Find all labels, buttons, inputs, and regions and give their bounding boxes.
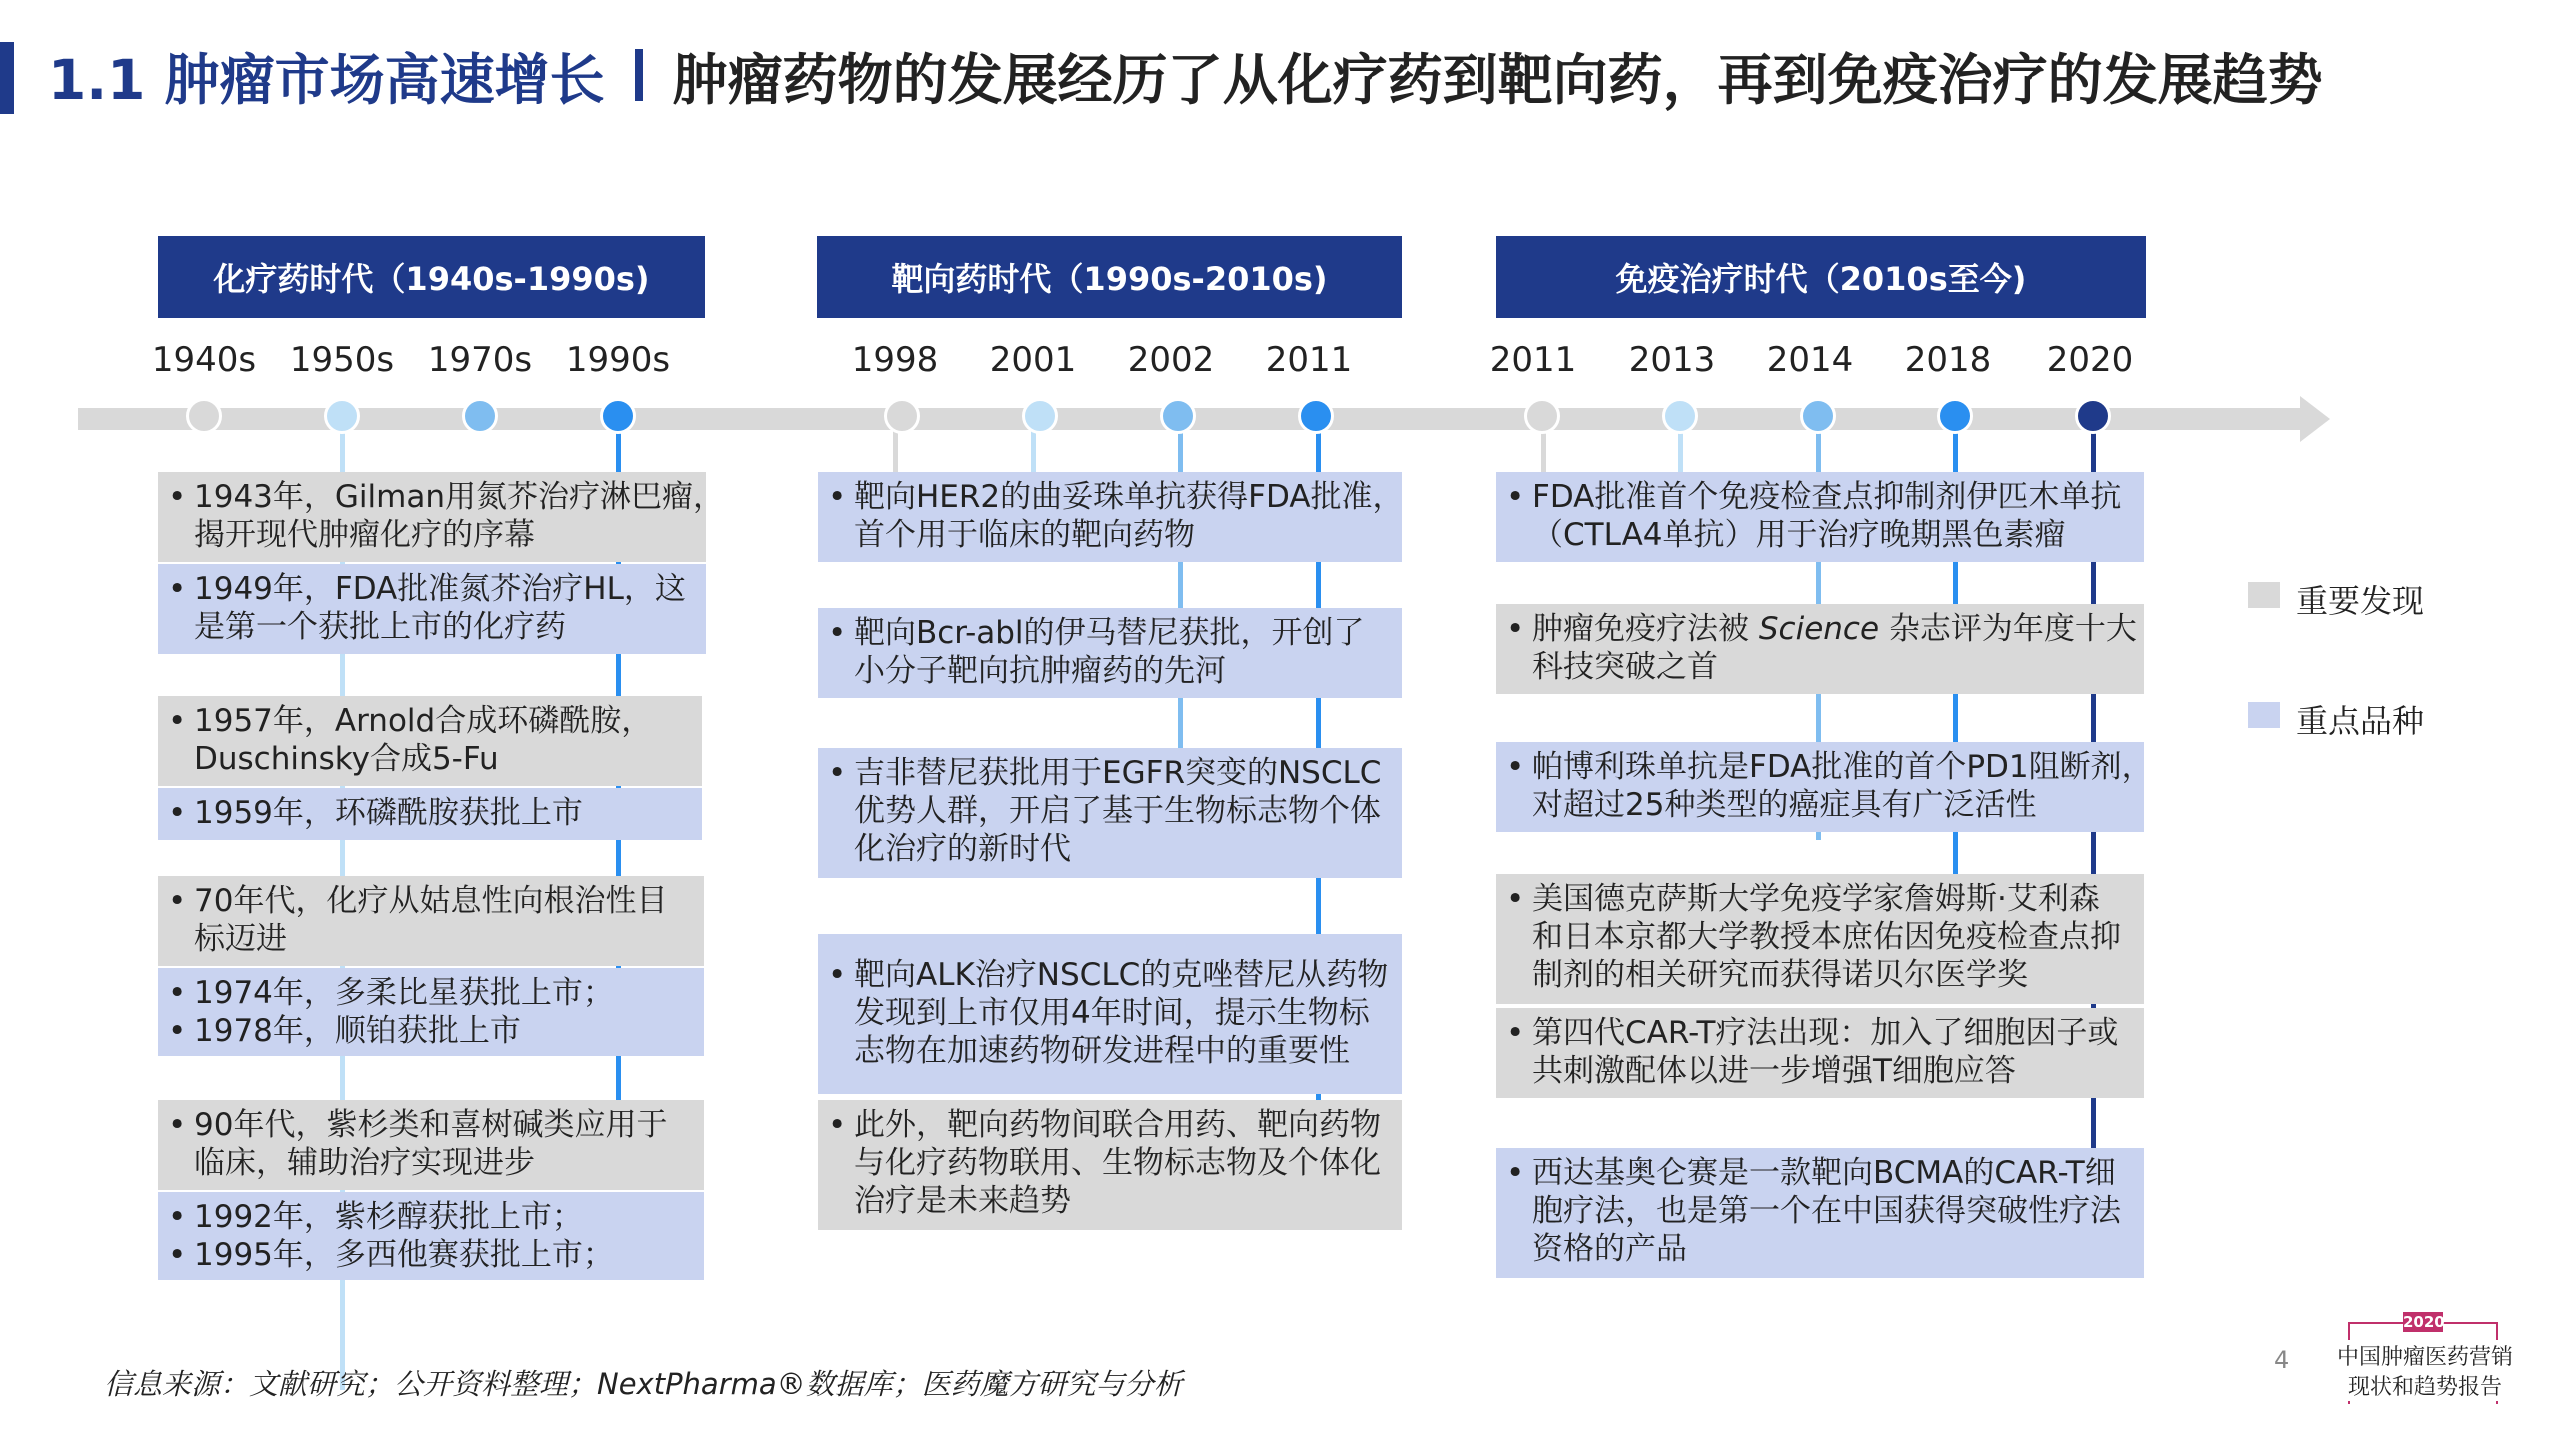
event-text <box>1532 610 2137 648</box>
timeline-dot <box>1662 398 1698 434</box>
event-text: • 1974年，多柔比星获批上市； <box>194 974 692 1012</box>
event-box-important <box>818 1100 1402 1230</box>
event-text: • 西达基奥仑赛是一款靶向BCMA的CAR-T细 <box>1532 1154 2132 1192</box>
timeline-dot <box>462 398 498 434</box>
event-text: 优势人群，开启了基于生物标志物个体 <box>854 793 1381 829</box>
year-label: 1990s <box>565 340 671 380</box>
event-box-key <box>818 934 1402 1094</box>
event-box-key <box>1496 472 2144 562</box>
event-text: 发现到上市仅用4年时间，提示生物标 <box>854 995 1370 1031</box>
event-box-key <box>158 1192 704 1280</box>
year-label: 2018 <box>1904 340 1992 380</box>
year-label: 1970s <box>427 340 533 380</box>
year-label: 2001 <box>989 340 1077 380</box>
event-box-important <box>158 472 724 562</box>
event-text: 科技突破之首 <box>1532 649 1718 685</box>
event-text: • 1992年，紫杉醇获批上市； <box>194 1198 692 1236</box>
era-header-chemo: 化疗药时代（1940s-1990s) <box>158 236 705 318</box>
timeline-arrow-icon <box>2300 396 2330 442</box>
legend-swatch-key <box>2248 702 2280 728</box>
event-text: • 吉非替尼获批用于EGFR突变的NSCLC <box>854 754 1390 792</box>
event-box-important <box>1496 604 2144 694</box>
timeline-dot <box>324 398 360 434</box>
report-logo <box>2330 1312 2520 1408</box>
event-text: 制剂的相关研究而获得诺贝尔医学奖 <box>1532 957 2028 993</box>
year-label: 2013 <box>1628 340 1716 380</box>
event-text: • 靶向Bcr-abl的伊马替尼获批，开创了 <box>854 614 1390 652</box>
year-label: 2011 <box>1265 340 1353 380</box>
timeline-dot <box>1160 398 1196 434</box>
era-header-immuno: 免疫治疗时代（2010s至今) <box>1496 236 2146 318</box>
year-label: 1998 <box>851 340 939 380</box>
year-label: 2002 <box>1127 340 1215 380</box>
event-text: • 1943年，Gilman用氮芥治疗淋巴瘤， <box>194 478 694 516</box>
legend-swatch-important <box>2248 582 2280 608</box>
event-text: • 美国德克萨斯大学免疫学家詹姆斯·艾利森 <box>1532 880 2132 918</box>
event-text-part: 杂志评为年度十大 <box>1879 611 2137 647</box>
event-text: （CTLA4单抗）用于治疗晚期黑色素瘤 <box>1532 517 2066 553</box>
event-box-key <box>818 748 1402 878</box>
timeline-dot <box>1800 398 1836 434</box>
timeline-dot <box>186 398 222 434</box>
event-text-part: 肿瘤免疫疗法被 <box>1532 611 1759 647</box>
event-text: Duschinsky合成5-Fu <box>194 741 499 777</box>
event-text: • 1949年，FDA批准氮芥治疗HL，这 <box>194 570 694 608</box>
event-text: 志物在加速药物研发进程中的重要性 <box>854 1033 1350 1069</box>
event-box-important <box>158 1100 704 1190</box>
event-text: 临床，辅助治疗实现进步 <box>194 1145 535 1181</box>
year-label: 2020 <box>2046 340 2134 380</box>
event-box-key <box>1496 1148 2144 1278</box>
event-box-important <box>158 876 704 966</box>
legend-label-key: 重点品种 <box>2296 702 2425 740</box>
era-header-targeted: 靶向药时代（1990s-2010s) <box>817 236 1402 318</box>
year-label: 1940s <box>151 340 257 380</box>
event-text: • 帕博利珠单抗是FDA批准的首个PD1阻断剂， <box>1532 748 2132 786</box>
event-text: 揭开现代肿瘤化疗的序幕 <box>194 517 535 553</box>
event-text: • 此外，靶向药物间联合用药、靶向药物 <box>854 1106 1390 1144</box>
event-box-key <box>1496 742 2153 832</box>
event-text: • 1957年，Arnold合成环磷酰胺， <box>194 702 690 740</box>
title-accent-bar <box>0 42 14 114</box>
event-text: • 第四代CAR-T疗法出现：加入了细胞因子或 <box>1532 1014 2132 1052</box>
event-box-important <box>1496 1008 2144 1098</box>
page-number: 4 <box>2274 1346 2290 1374</box>
event-text: 胞疗法，也是第一个在中国获得突破性疗法 <box>1532 1193 2121 1229</box>
year-label: 2014 <box>1766 340 1854 380</box>
year-label: 1950s <box>289 340 395 380</box>
event-text: • 90年代，紫杉类和喜树碱类应用于 <box>194 1106 692 1144</box>
logo-year: 2020 <box>2403 1313 2445 1331</box>
event-box-key <box>818 472 1402 562</box>
logo-line-2: 现状和趋势报告 <box>2330 1370 2520 1401</box>
timeline-dot <box>1524 398 1560 434</box>
event-text: 治疗是未来趋势 <box>854 1183 1071 1219</box>
event-box-key <box>818 608 1402 698</box>
event-text: 小分子靶向抗肿瘤药的先河 <box>854 653 1226 689</box>
timeline-dot <box>1298 398 1334 434</box>
event-text: 化治疗的新时代 <box>854 831 1071 867</box>
event-text: 首个用于临床的靶向药物 <box>854 517 1195 553</box>
timeline-dot <box>884 398 920 434</box>
event-text: 是第一个获批上市的化疗药 <box>194 609 566 645</box>
event-text: 对超过25种类型的癌症具有广泛活性 <box>1532 787 2037 823</box>
page-title-sub: 肿瘤药物的发展经历了从化疗药到靶向药，再到免疫治疗的发展趋势 <box>672 47 2323 112</box>
event-box-important <box>1496 874 2144 1004</box>
event-text: • 1959年，环磷酰胺获批上市 <box>194 794 690 832</box>
event-text: 标迈进 <box>194 921 287 957</box>
event-box-key <box>158 788 702 840</box>
page-title <box>48 30 2323 120</box>
event-text: 资格的产品 <box>1532 1231 1687 1267</box>
event-text: 与化疗药物联用、生物标志物及个体化 <box>854 1145 1381 1181</box>
event-text: 和日本京都大学教授本庶佑因免疫检查点抑 <box>1532 919 2121 955</box>
timeline-dot <box>600 398 636 434</box>
event-box-key <box>158 564 706 654</box>
logo-line-1: 中国肿瘤医药营销 <box>2330 1340 2520 1371</box>
source-note: 信息来源：文献研究；公开资料整理；NextPharma®数据库；医药魔方研究与分析 <box>104 1367 1183 1401</box>
timeline-dot <box>1022 398 1058 434</box>
legend-label-important: 重要发现 <box>2296 582 2425 620</box>
event-text: • FDA批准首个免疫检查点抑制剂伊匹木单抗 <box>1532 478 2132 516</box>
page-title-main: 1.1 肿瘤市场高速增长 <box>48 47 605 112</box>
event-text: • 靶向HER2的曲妥珠单抗获得FDA批准， <box>854 478 1390 516</box>
event-text: • 70年代，化疗从姑息性向根治性目 <box>194 882 692 920</box>
event-text: • 1978年，顺铂获批上市 <box>194 1012 692 1050</box>
timeline-dot <box>2075 398 2111 434</box>
event-box-key <box>158 968 704 1056</box>
journal-name: Science <box>1758 611 1880 647</box>
event-text: • 靶向ALK治疗NSCLC的克唑替尼从药物 <box>854 956 1390 994</box>
event-text: 共刺激配体以进一步增强T细胞应答 <box>1532 1053 2016 1089</box>
year-label: 2011 <box>1489 340 1577 380</box>
timeline-dot <box>1937 398 1973 434</box>
event-text: • 1995年，多西他赛获批上市； <box>194 1236 692 1274</box>
event-box-important <box>158 696 702 786</box>
title-separator <box>635 49 643 101</box>
